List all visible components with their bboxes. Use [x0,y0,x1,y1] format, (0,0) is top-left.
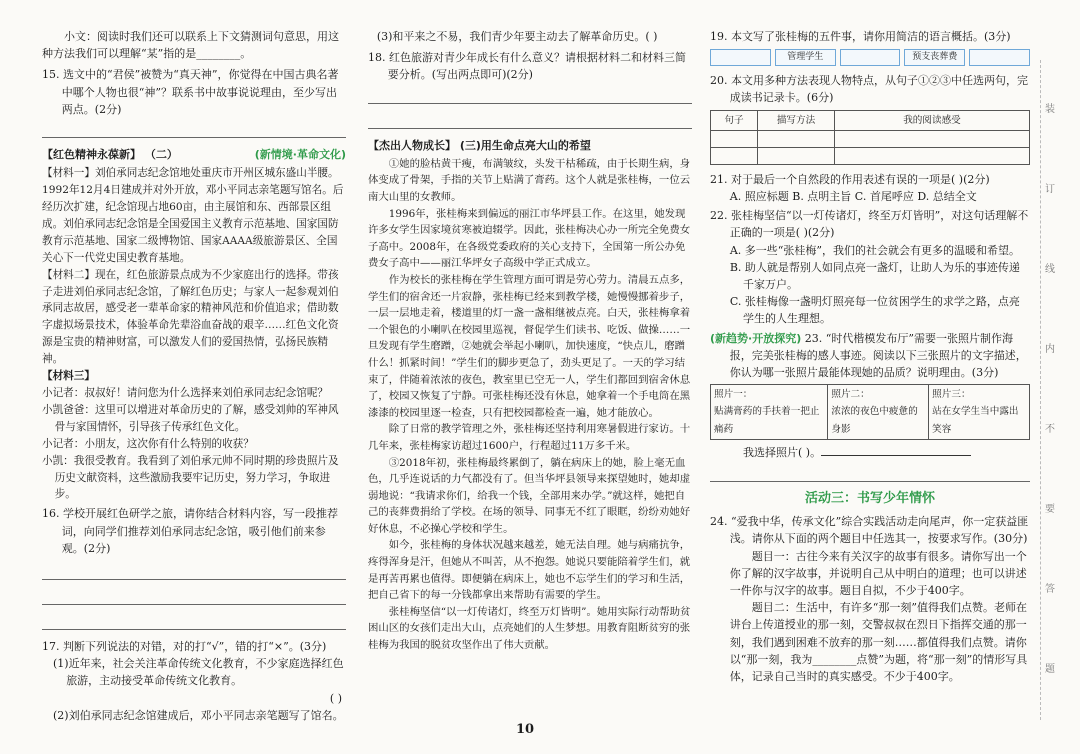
answer-line[interactable] [368,112,692,129]
table-cell[interactable] [835,130,1030,147]
summary-box: 预支丧葬费 [904,49,965,66]
side-char: 答 [1045,584,1055,595]
photo-desc: 站在女学生当中露出笑容 [932,406,1019,435]
question-17-2: (2)刘伯承同志纪念馆建成后，邓小平同志亲笔题写了馆名。 [53,708,344,722]
section-title: 【红色精神永葆新】 （二） [42,148,178,162]
article-paragraph: 张桂梅坚信“以一灯传诸灯，终至万灯皆明”。她用实际行动帮助贫困山区的女孩们走出大山，点亮她们的人生梦想。用教育阻断贫穷的张桂梅为我国的脱贫攻坚作出了伟大贡献。 [368,605,691,652]
essay-topic-2: 题目二：生活中，有许多“那一刻”值得我们点赞。老师在讲台上传道授业的那一刻，交警叔叔在烈日下指挥交通的那一刻，我们遇到困难不放弃的那一刻……都值得我们点赞。请你以“那一刻，我为________点赞”为题，将“那一刻”的情形写具体，记录自己当时的真实感受。不少于400字。 [729,601,1028,684]
question-24: 24. “爱我中华，传承文化”综合实践活动走向尾声，你一定获益匪浅。请你从下面的两个题目中任选其一，按要求写作。(30分) [710,515,1029,546]
page-number: 10 [516,722,535,737]
question-18: 18. 红色旅游对青少年成长有什么意义？请根据材料二和材料三简要分析。(写出两点即可)(2分) [368,51,686,82]
activity-title: 活动三：书写少年情怀 [804,491,935,507]
binding-margin [1040,60,1059,720]
question-20: 20. 本文用多种方法表现人物特点，从句子①②③中任选两句，完成读书记录卡。(6分) [710,74,1028,105]
summary-boxes [710,49,1030,66]
side-char: 要 [1045,504,1055,515]
answer-line[interactable] [368,87,692,104]
side-char: 订 [1045,184,1055,195]
photo-cell-2[interactable] [828,385,929,440]
right-column [700,0,1034,754]
question-23-text: 23. “时代楷模发布厅”需要一张照片制作海报，完美张桂梅的感人事迹。阅读以下三张照片的文字描述，你认为哪一张照片最能体现她的品质？说明理由。(3分) [729,331,1027,380]
section-tag: (新情境·革命文化) [254,148,346,162]
option-a[interactable]: A. 多一些“张桂梅”，我们的社会就会有更多的温暖和希望。 [729,243,1020,257]
summary-box[interactable] [840,49,901,66]
photo-cell-1[interactable] [711,385,828,440]
photo-cell-3[interactable] [929,385,1030,440]
photo-choice[interactable] [710,444,1030,461]
photo-title: 照片三： [932,389,971,401]
table-cell[interactable] [835,147,1030,164]
answer-line[interactable] [710,465,1030,482]
question-19: 19. 本文写了张桂梅的五件事，请你用简洁的语言概括。(3分) [710,30,1011,43]
photo-title: 照片二： [831,389,870,401]
side-char: 题 [1045,664,1055,675]
side-char: 内 [1045,344,1055,355]
dialog-line: 小记者：叔叔好！请问您为什么选择来刘伯承同志纪念馆呢？ [42,387,329,399]
question-16: 16. 学校开展红色研学之旅，请你结合材料内容，写一段推荐词，向同学们推荐刘伯承同志纪念馆，吸引他们前来参观。(2分) [42,507,338,555]
question-17-3: (3)和平来之不易，我们青少年要主动去了解革命历史。( ) [376,30,658,43]
question-21: 21. 对于最后一个自然段的作用表述有误的一项是( )(2分) [710,172,990,186]
answer-line[interactable] [42,121,346,138]
summary-box[interactable] [969,49,1030,66]
question-23-tag: (新趋势·开放探究) [710,331,802,345]
photo-desc: 浓浓的夜色中疲惫的身影 [831,406,918,435]
material-2: 【材料二】现在，红色旅游景点成为不少家庭出行的选择。带孩子走进刘伯承同志纪念馆，了解红色历史；与家人一起参观刘伯承同志故居，感受老一辈革命家的精神风范和价值追求；借助数字虚拟场景技术，体验革命先辈浴血奋战的艰辛……红色文化资源是宝贵的精神财富，可以激发人们的爱国热情，弘扬民族精神。 [42,268,339,366]
article-paragraph: 1996年，张桂梅来到偏远的丽江市华坪县工作。在这里，她发现许多女学生因家境贫寒被迫辍学。因此，张桂梅决心办一所完全免费女子高中。2008年，在各级党委政府的关心支持下，全国第一所公办免费女子高中——丽江华坪女子高级中学正式成立。 [368,207,691,270]
side-char: 不 [1045,424,1055,435]
side-char: 线 [1045,264,1055,275]
table-cell[interactable] [758,147,835,164]
photo-table [710,384,1030,440]
table-header: 描写方法 [758,110,835,130]
middle-column [356,0,696,754]
dialog-line: 小记者：小朋友，这次你有什么特别的收获？ [42,437,254,450]
photo-title: 照片一： [714,389,753,401]
article-paragraph: ①她的脸枯黄干瘦，布满皱纹，头发干枯稀疏，由于长期生病，身体变成了骨架，手指的关节上贴满了膏药。这个人就是张桂梅，一位云南大山里的女教师。 [368,157,691,203]
article-paragraph: 如今，张桂梅的身体状况越来越差，她无法自理。她与病痛抗争，疼得浑身是汗，但她从不叫苦，从不抱怨。她说只要能陪着学生们，就是再苦再累也值得。即便躺在病床上，她也不忘学生们的学习和生活，把自己省下的每一分钱都拿出来帮助有需要的学生。 [368,539,691,602]
question-17: 17. 判断下列说法的对错，对的打“√”，错的打“×”。(3分) [42,639,327,653]
table-cell[interactable] [758,130,835,147]
answer-paren[interactable]: ( ) [329,691,342,705]
question-23 [710,330,1030,382]
material-1: 【材料一】刘伯承同志纪念馆地处重庆市开州区城东盛山半腰。1992年12月4日建成并对外开放，邓小平同志亲笔题写馆名。后经历次扩建，纪念馆现占地60亩，由主展馆和东、西部景区组成。刘伯承同志纪念馆是全国爱国主义教育示范基地、国家国防教育示范基地、国家二级博物馆、国家AAAA级旅游景区、全国关心下一代党史国史教育基地。 [42,167,344,264]
answer-line[interactable] [42,563,346,580]
photo-choice-text: 我选择照片( )。 [743,445,822,459]
article-paragraph: 作为校长的张桂梅在学生管理方面可谓是劳心劳力。清晨五点多，学生们的宿舍还一片寂静，张桂梅已经来到教学楼，她慢慢挪着步子，一层一层地走着，楼道里的灯一盏一盏相继被点亮。白天，张桂梅拿着一个银色的小喇叭在校园里巡视，督促学生们读书、吃饭、做操……一旦发现有学生磨蹭，②她就会举起小喇叭，加快速度，“快点儿，磨蹭什么！抓紧时间！”学生们的脚步更急了，劲头更足了。一天的学习结束了，伴随着浓浓的夜色，教室里已空无一人，学生们都回到宿舍休息了，校园又恢复了宁静。可张桂梅还没有休息，她拿着一个手电筒在黑漆漆的校园里逐一检查，只有把校园都检查一遍，她才能放心。 [368,273,691,419]
article-paragraph: 除了日常的教学管理之外，张桂梅还坚持利用寒暑假进行家访。十几年来，张桂梅家访超过1600户，行程超过11万多千米。 [368,423,691,452]
table-header: 句子 [711,110,758,130]
table-cell[interactable] [711,130,758,147]
question-17-1: (1)近年来，社会关注革命传统文化教育，不少家庭选择红色旅游，主动接受革命传统文化教育。 [53,657,344,688]
summary-box: 管理学生 [775,49,836,66]
essay-topic-1: 题目一：古往今来有关汉字的故事有很多。请你写出一个你了解的汉字故事，并说明自己从中明白的道理；也可以讲述一件你与汉字的故事。题目自拟，不少于400字。 [729,549,1027,598]
table-header: 我的阅读感受 [835,110,1030,130]
table-cell[interactable] [711,147,758,164]
note-text: 小文：阅读时我们还可以联系上下文猜测词句意思，用这种方法我们可以理解“某”指的是________。 [42,30,339,61]
summary-box[interactable] [710,49,771,66]
dialog-line: 小凯爸爸：这里可以增进对革命历史的了解，感受刘帅的军神风骨与家国情怀，引导孩子传承红色文化。 [42,403,339,433]
left-column [12,0,350,754]
answer-line[interactable] [42,588,346,605]
question-21-options[interactable]: A. 照应标题 B. 点明主旨 C. 首尾呼应 D. 总结全文 [729,190,977,204]
photo-desc: 贴满膏药的手扶着一把止痛药 [714,406,820,435]
dialog-line: 小凯：我很受教育。我看到了刘伯承元帅不同时期的珍贵照片及历史文献资料，这些激励我要牢记历史，努力学习，争取进步。 [42,454,339,501]
answer-line[interactable] [42,613,346,630]
reading-card-table [710,110,1030,165]
option-c[interactable]: C. 张桂梅像一盏明灯照亮每一位贫困学生的求学之路，点亮学生的人生理想。 [729,295,1020,326]
side-char: 装 [1045,104,1055,115]
option-b[interactable]: B. 助人就是帮别人如同点亮一盏灯，让助人为乐的事迹传递千家万户。 [729,260,1020,292]
question-22: 22. 张桂梅坚信“以一灯传诸灯，终至万灯皆明”，对这句话理解不正确的一项是( )(2分) [710,209,1029,240]
section-heading: 【杰出人物成长】 (三)用生命点亮大山的希望 [368,138,591,152]
material-3-title: 【材料三】 [42,370,95,383]
article-paragraph: ③2018年初，张桂梅最终累倒了，躺在病床上的她，脸上毫无血色，几乎连说话的力气都没有了。但当华坪县领导来探望她时，她却虚弱地说：“我请求你们，给我一个钱，全部用来办学。”就这样，她把自己的丧葬费捐给了学校。在场的领导、同事无不红了眼眶，纷纷劝她好好休息，不必操心学校和学生。 [368,456,691,535]
section-heading [42,146,346,163]
question-15: 15. 选文中的“君侯”被赞为“真天神”，你觉得在中国古典名著中哪个人物也很“神”？联系书中故事说说理由，至少写出两点。(2分) [42,68,339,116]
